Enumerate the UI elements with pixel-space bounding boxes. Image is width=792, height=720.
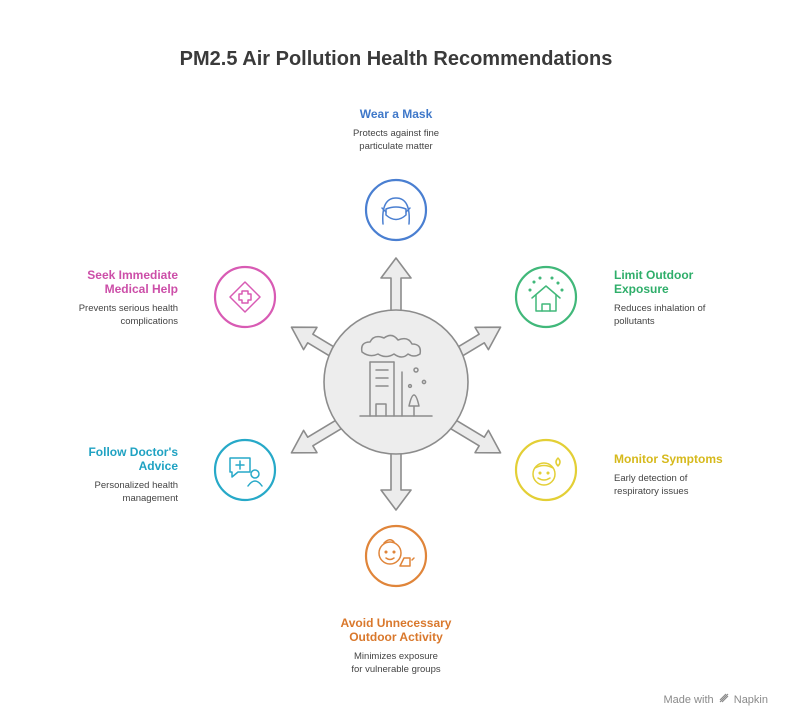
doctor-node [215, 440, 275, 500]
page-title: PM2.5 Air Pollution Health Recommendations [179, 48, 613, 70]
activity-node [366, 526, 426, 586]
item-doctor-title-line: Advice [138, 459, 178, 473]
item-activity-desc-line: Minimizes exposure [354, 651, 438, 662]
item-medical [18, 268, 178, 328]
item-outdoor-title-line: Exposure [614, 282, 669, 296]
item-activity-desc [306, 650, 486, 676]
center-circle [324, 310, 468, 454]
item-activity-title-line: Avoid Unnecessary [340, 616, 452, 630]
item-doctor-desc-line: management [122, 493, 178, 504]
item-mask-title-line: Wear a Mask [359, 107, 433, 121]
medical-node [215, 267, 275, 327]
item-symptoms-desc [614, 472, 774, 498]
item-symptoms-title [614, 452, 774, 466]
item-activity-desc-line: for vulnerable groups [351, 664, 441, 675]
item-mask [316, 107, 476, 153]
item-doctor [18, 445, 178, 505]
item-activity-title [306, 616, 486, 644]
item-activity-title-line: Outdoor Activity [349, 630, 443, 644]
item-doctor-title [18, 445, 178, 473]
arrow-down [381, 450, 411, 510]
mask-node [366, 180, 426, 240]
item-outdoor-desc-line: pollutants [614, 316, 655, 327]
item-outdoor-desc [614, 302, 774, 328]
item-mask-desc-line: particulate matter [359, 141, 433, 152]
item-medical-desc-line: complications [120, 316, 178, 327]
item-outdoor-title-line: Limit Outdoor [614, 268, 694, 282]
item-outdoor-desc-line: Reduces inhalation of [614, 303, 706, 314]
item-doctor-desc [18, 479, 178, 505]
item-medical-title [18, 268, 178, 296]
item-activity [306, 616, 486, 676]
item-medical-desc [18, 302, 178, 328]
item-medical-title-line: Medical Help [104, 282, 178, 296]
symptoms-node [516, 440, 576, 500]
item-symptoms-desc-line: Early detection of [614, 473, 688, 484]
item-doctor-title-line: Follow Doctor's [88, 445, 178, 459]
item-symptoms-title-line: Monitor Symptoms [614, 452, 723, 466]
item-mask-desc [316, 127, 476, 153]
item-symptoms-desc-line: respiratory issues [614, 486, 689, 497]
item-outdoor [614, 268, 774, 328]
napkin-logo-icon [719, 693, 729, 706]
footer-credit [663, 693, 768, 706]
item-symptoms [614, 452, 774, 498]
outdoor-node [516, 267, 576, 327]
item-medical-title-line: Seek Immediate [87, 268, 178, 282]
item-mask-desc-line: Protects against fine [352, 128, 440, 139]
item-medical-desc-line: Prevents serious health [78, 303, 178, 314]
item-doctor-desc-line: Personalized health [94, 480, 178, 491]
made-with-text: Made with [663, 694, 714, 706]
item-mask-title [316, 107, 476, 121]
napkin-brand-text: Napkin [733, 694, 768, 706]
item-outdoor-title [614, 268, 774, 296]
